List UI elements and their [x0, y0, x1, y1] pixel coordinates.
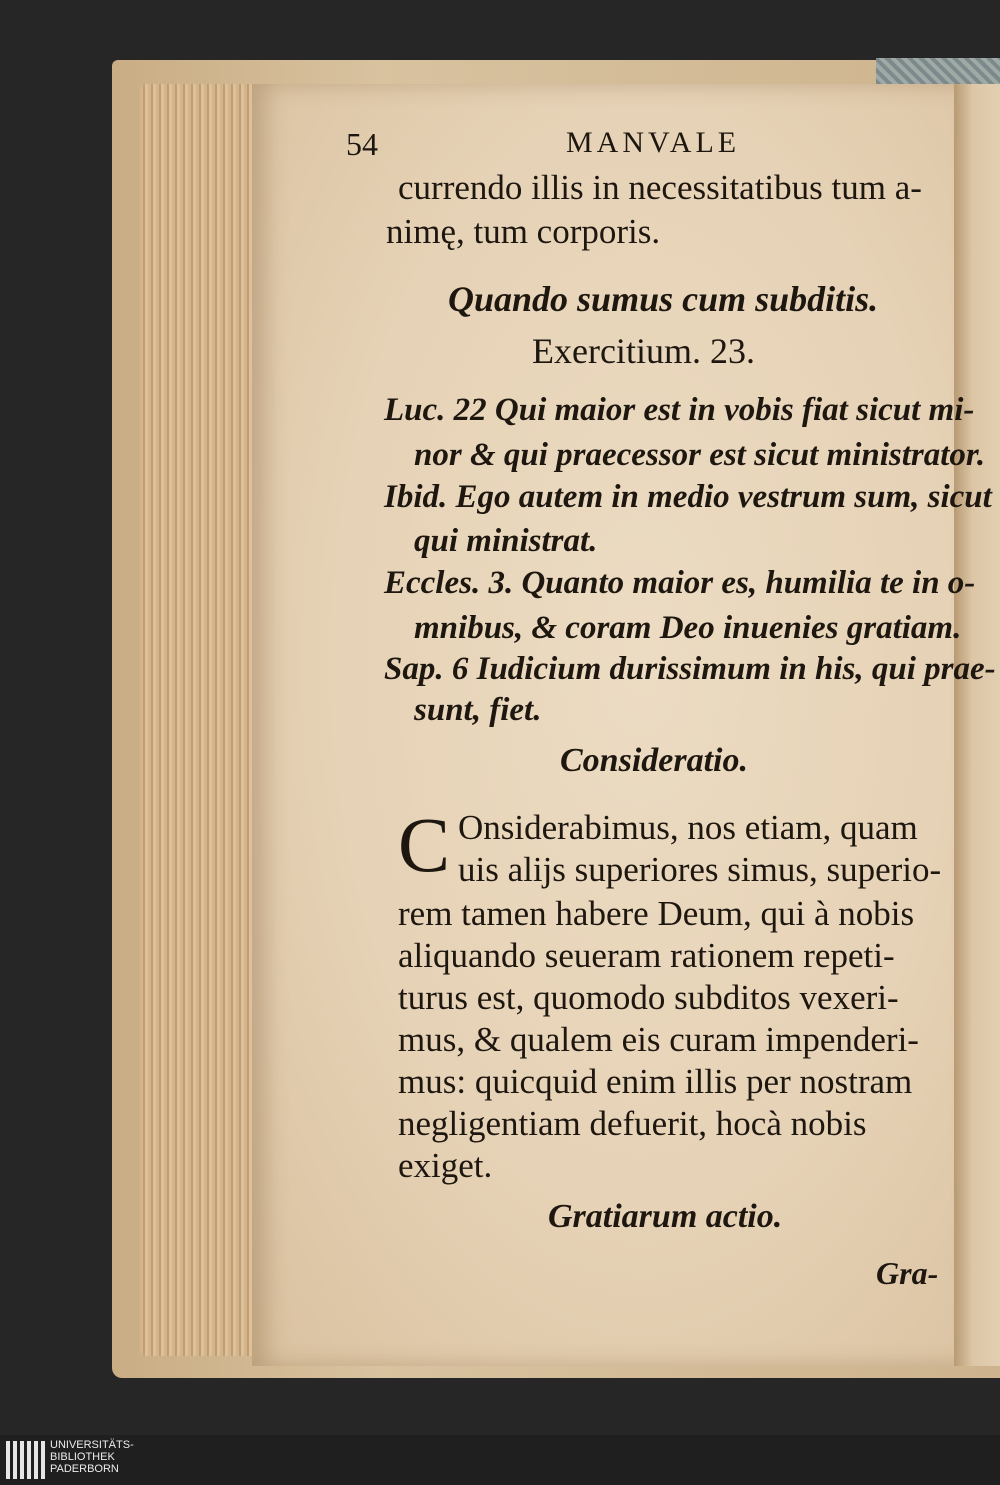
gratiarum-heading: Gratiarum actio.	[548, 1198, 783, 1235]
body-line: turus est, quomodo subditos vexeri-	[398, 978, 899, 1017]
section-heading: Quando sumus cum subditis.	[448, 279, 879, 319]
body-line: uis alijs superiores simus, superio-	[458, 850, 942, 889]
citation-line: Sap. 6 Iudicium durissimum in his, qui prae-	[384, 651, 996, 687]
body-line: exiget.	[398, 1146, 493, 1185]
citation-line: Eccles. 3. Quanto maior es, humilia te in o-	[384, 565, 976, 601]
body-line: aliquando seueram rationem repeti-	[398, 936, 895, 975]
body-line: rem tamen habere Deum, qui à nobis	[398, 894, 915, 933]
folio-number: 54	[346, 126, 378, 162]
citation-line: nor & qui praecessor est sicut ministrator.	[414, 437, 986, 473]
footer-bar	[0, 1435, 1000, 1485]
binding-tape	[876, 58, 1000, 84]
consideratio-heading: Consideratio.	[560, 742, 748, 779]
citation-line: mnibus, & coram Deo inuenies gratiam.	[414, 610, 962, 646]
catchword: Gra-	[876, 1255, 939, 1291]
library-line: UNIVERSITÄTS-	[50, 1439, 134, 1451]
text-line: currendo illis in necessitatibus tum a-	[398, 168, 922, 207]
citation-line: sunt, fiet.	[414, 692, 542, 728]
library-line: PADERBORN	[50, 1463, 119, 1475]
facing-page-edge	[954, 84, 1000, 1366]
body-line: Onsiderabimus, nos etiam, quam	[458, 808, 918, 847]
citation-line: qui ministrat.	[414, 523, 598, 559]
text-line: nimę, tum corporis.	[386, 212, 661, 251]
drop-cap: C	[398, 801, 451, 888]
exercise-title: Exercitium. 23.	[532, 331, 755, 371]
library-line: BIBLIOTHEK	[50, 1451, 115, 1463]
library-logo-icon	[6, 1441, 46, 1479]
book-page	[252, 84, 960, 1366]
body-line: mus: quicquid enim illis per nostram	[398, 1062, 913, 1101]
citation-line: Ibid. Ego autem in medio vestrum sum, sicut	[384, 479, 992, 515]
body-line: mus, & qualem eis curam impenderi-	[398, 1020, 919, 1059]
citation-line: Luc. 22 Qui maior est in vobis fiat sicut mi-	[384, 392, 975, 428]
page-edges	[140, 84, 258, 1356]
library-name	[50, 1439, 134, 1475]
running-head: MANVALE	[566, 126, 741, 159]
body-line: negligentiam defuerit, hocà nobis	[398, 1104, 867, 1143]
